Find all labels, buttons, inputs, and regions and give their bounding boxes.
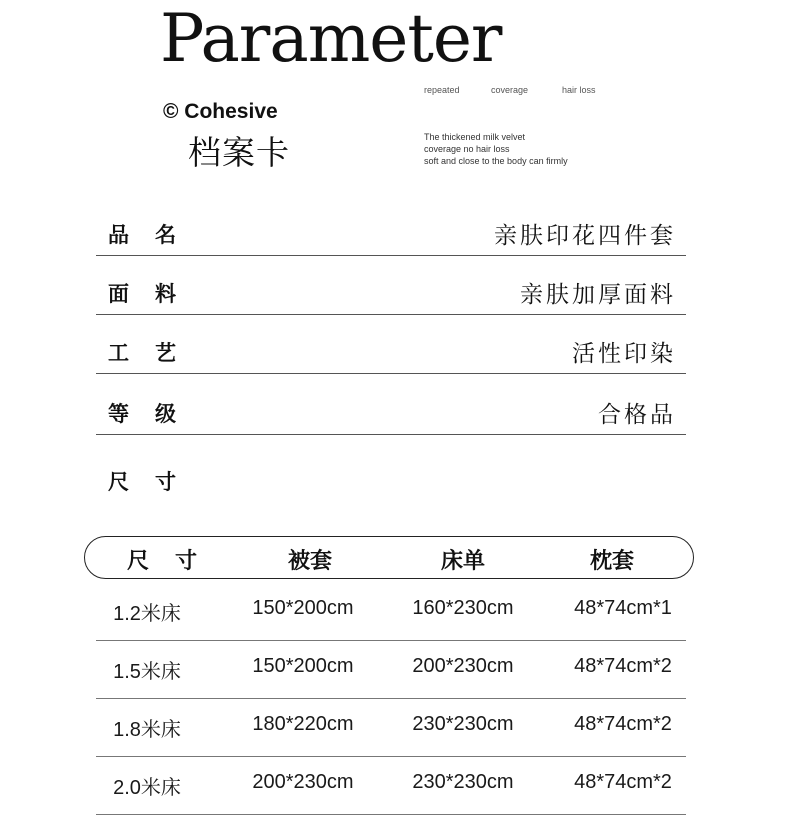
table-cell: 48*74cm*2 [574,771,672,793]
tagline-coverage: coverage [491,85,529,95]
param-label: 尺寸 [108,470,202,494]
product-description [424,131,568,167]
description-line: coverage no hair loss [424,144,510,154]
param-value: 活性印染 [572,341,676,367]
table-cell: 48*74cm*1 [574,597,672,619]
param-row-fabric [96,256,686,315]
size-header-cell: 被套 [287,549,333,574]
param-value: 亲肤印花四件套 [494,223,676,249]
description-line: soft and close to the body can firmly [424,156,568,166]
archive-card-title: 档案卡 [188,133,290,172]
table-row [96,641,686,699]
table-cell: 48*74cm*2 [574,713,672,735]
table-cell: 150*200cm [252,597,354,619]
param-label: 面料 [108,282,202,306]
table-cell: 2.0米床 [113,777,181,799]
brand-name: © Cohesive [163,100,278,123]
table-cell: 1.2米床 [113,603,181,625]
size-header-cell: 枕套 [589,549,635,574]
description-line: The thickened milk velvet [424,132,526,142]
table-cell: 200*230cm [412,655,514,677]
table-cell: 200*230cm [252,771,354,793]
param-label: 工艺 [108,341,202,365]
tagline-repeated: repeated [424,85,460,95]
size-header-cell: 尺寸 [126,549,224,574]
param-row-name [96,197,686,256]
size-table-header [84,536,694,579]
param-row-size [96,444,686,502]
param-value: 合格品 [598,402,676,428]
table-row [96,699,686,757]
param-value: 亲肤加厚面料 [520,282,676,308]
param-row-grade [96,376,686,435]
page-title: Parameter [160,0,502,77]
param-label: 品名 [108,223,202,247]
table-cell: 1.8米床 [113,719,181,741]
table-cell: 48*74cm*2 [574,655,672,677]
table-row [96,583,686,641]
param-label: 等级 [108,402,202,426]
size-header-cell: 床单 [440,549,486,574]
table-row [96,757,686,815]
table-cell: 160*230cm [412,597,514,619]
table-cell: 230*230cm [412,713,514,735]
param-row-process [96,315,686,374]
table-cell: 230*230cm [412,771,514,793]
table-cell: 150*200cm [252,655,354,677]
tagline-hair-loss: hair loss [562,85,596,95]
table-cell: 180*220cm [252,713,354,735]
table-cell: 1.5米床 [113,661,181,683]
